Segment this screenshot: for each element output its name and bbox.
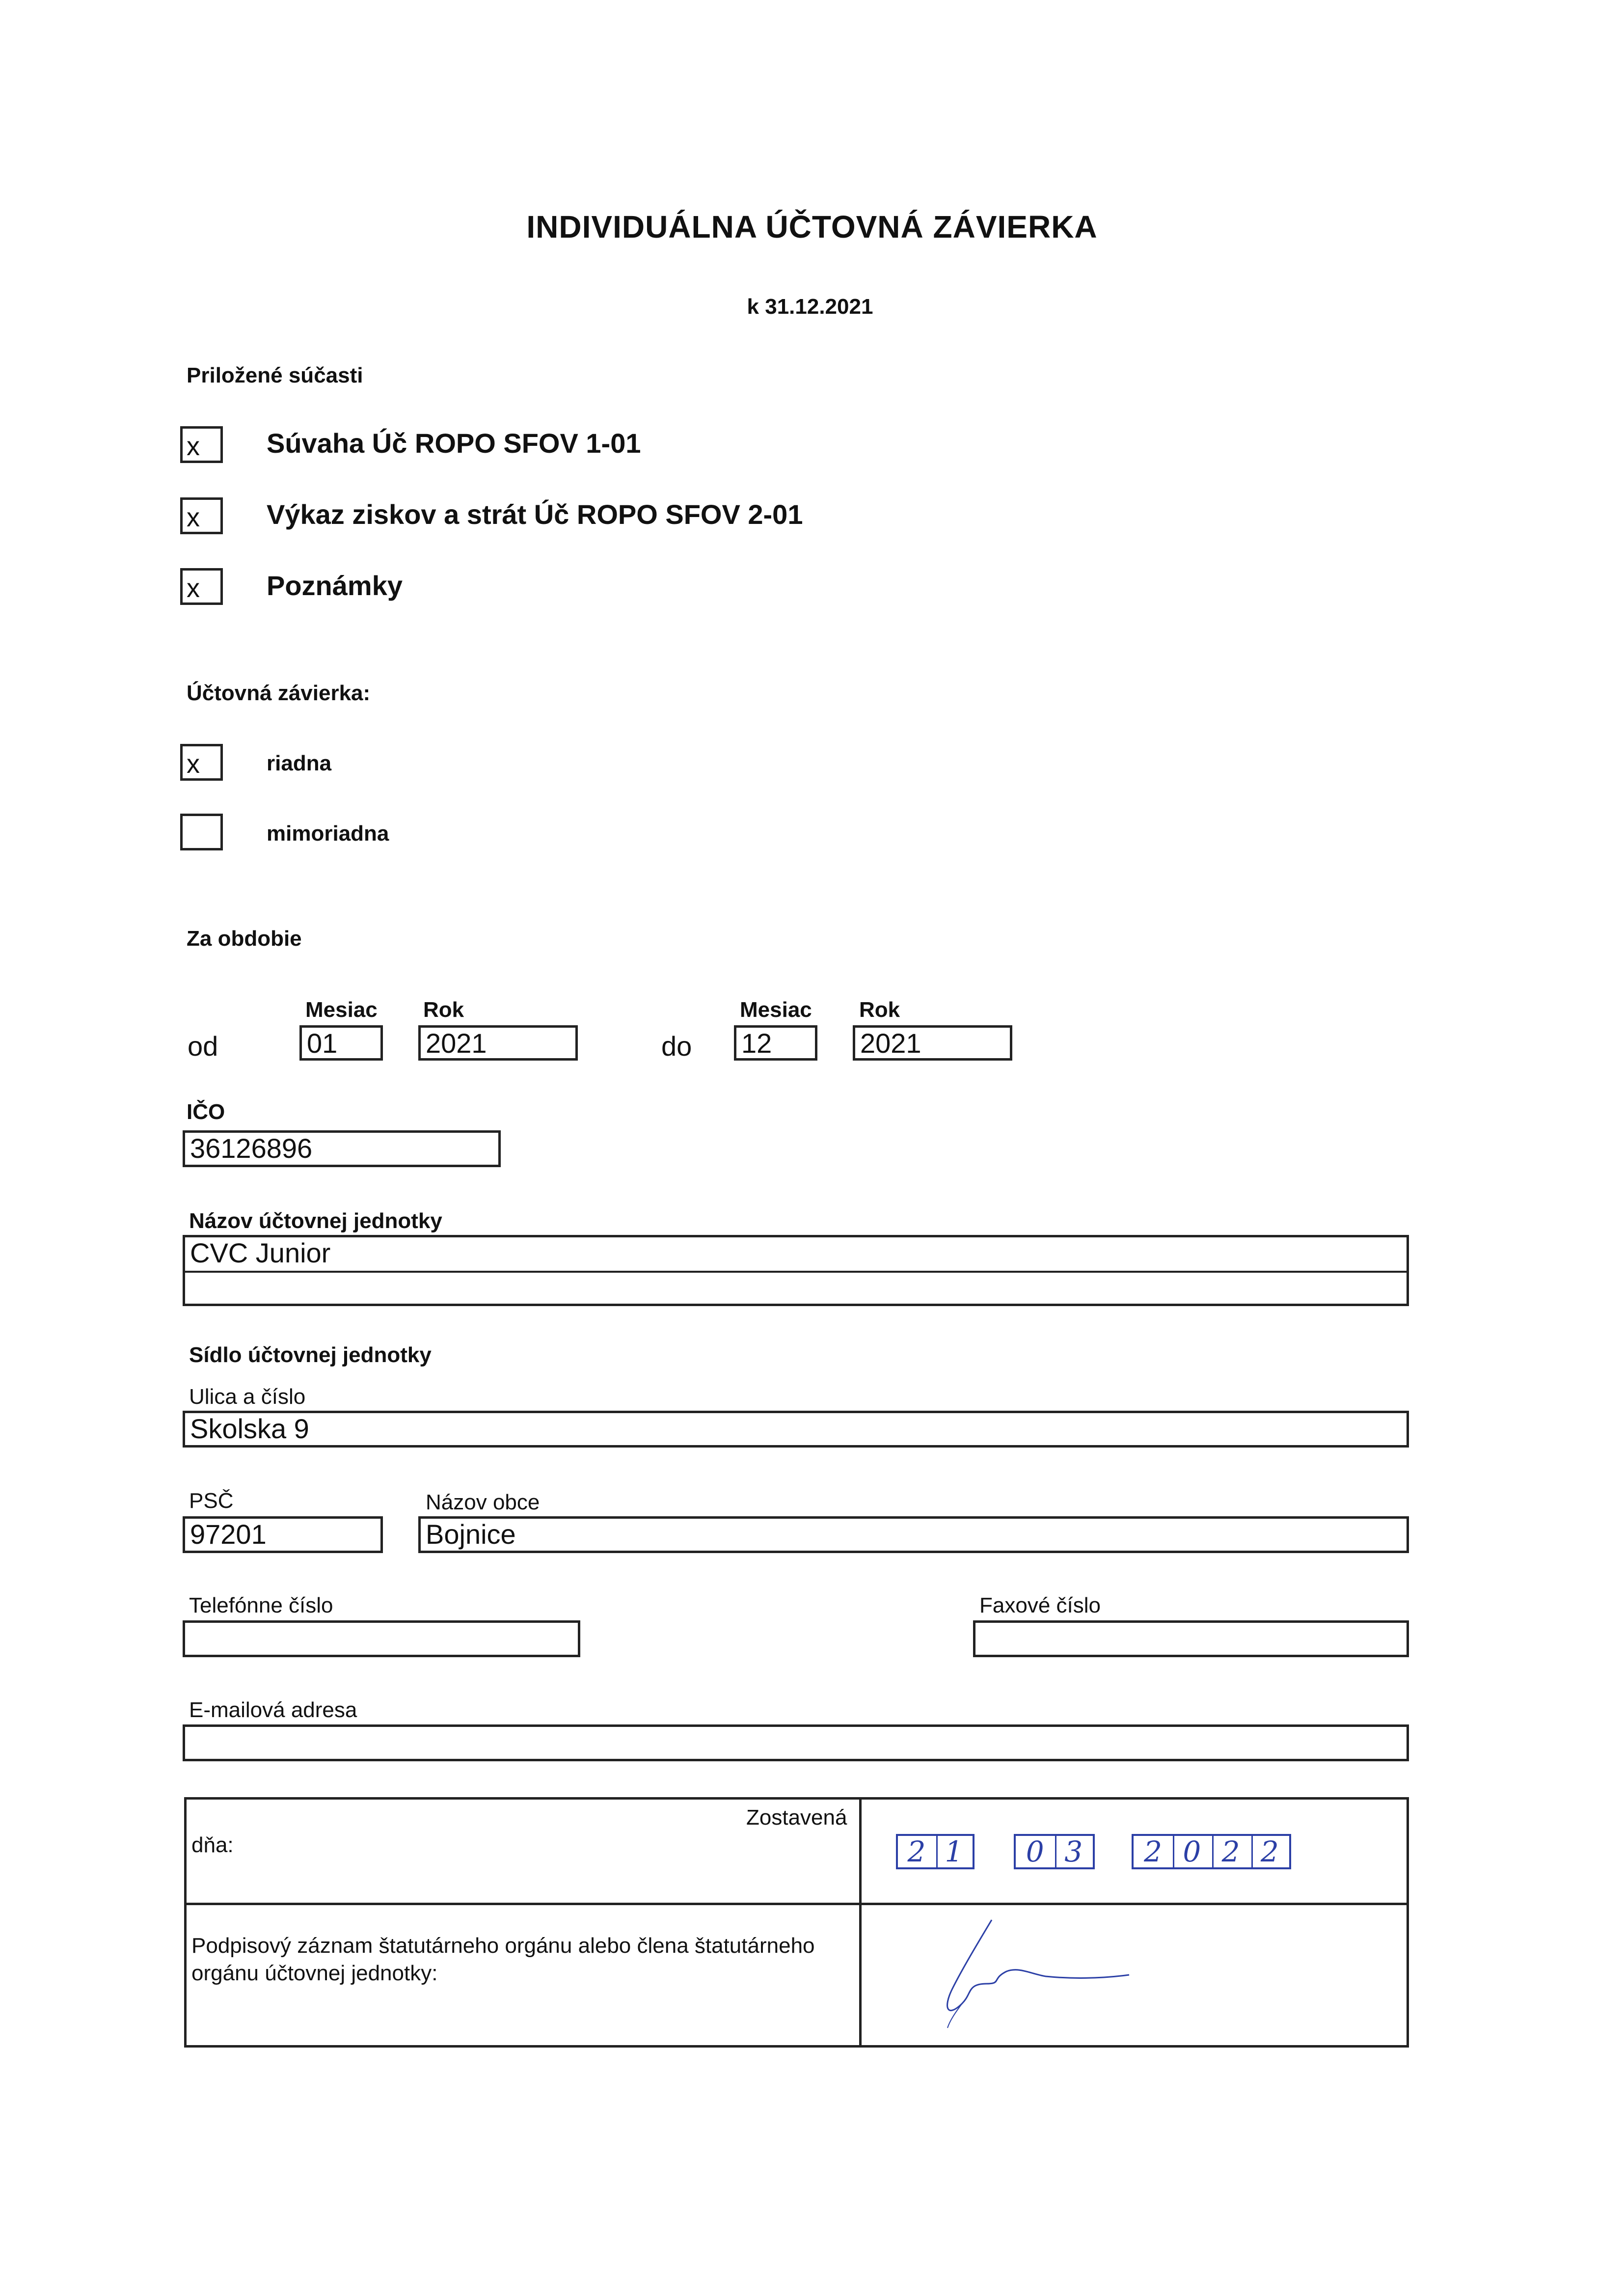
field-divider: [185, 1271, 1407, 1273]
period-label: Za obdobie: [187, 927, 302, 951]
year-box[interactable]: 2 0 2 2: [1132, 1834, 1291, 1869]
ico-label: IČO: [187, 1100, 225, 1124]
as-of-date: k 31.12.2021: [747, 295, 873, 319]
fax-label: Faxové číslo: [979, 1593, 1101, 1617]
to-label: do: [661, 1031, 692, 1062]
closing-checkbox-extraordinary[interactable]: [180, 814, 223, 850]
email-label: E-mailová adresa: [189, 1698, 357, 1722]
from-year-label: Rok: [423, 998, 464, 1022]
city-label: Názov obce: [426, 1490, 540, 1514]
psc-field[interactable]: 97201: [183, 1516, 383, 1553]
to-year-field[interactable]: 2021: [853, 1025, 1012, 1061]
attachment-checkbox-notes[interactable]: [180, 568, 223, 605]
attachment-label-balance-sheet: Súvaha Úč ROPO SFOV 1-01: [267, 428, 641, 459]
to-month-label: Mesiac: [740, 998, 812, 1022]
from-month-field[interactable]: 01: [299, 1025, 383, 1061]
ico-field[interactable]: 36126896: [183, 1130, 501, 1167]
closing-type-label: Účtovná závierka:: [187, 681, 371, 705]
closing-label-regular: riadna: [267, 751, 332, 775]
attachment-checkbox-balance-sheet[interactable]: [180, 426, 223, 463]
unit-name-field[interactable]: CVC Junior: [183, 1235, 1409, 1306]
street-label: Ulica a číslo: [189, 1385, 306, 1409]
attachments-label: Priložené súčasti: [187, 363, 363, 387]
city-field[interactable]: Bojnice: [418, 1516, 1409, 1553]
document-title: INDIVIDUÁLNA ÚČTOVNÁ ZÁVIERKA: [526, 209, 1098, 245]
attachment-checkbox-income-statement[interactable]: [180, 497, 223, 534]
from-year-field[interactable]: 2021: [418, 1025, 578, 1061]
checkbox-mark: x: [187, 503, 200, 532]
street-field[interactable]: Skolska 9: [183, 1411, 1409, 1448]
table-divider-horizontal: [187, 1903, 1407, 1905]
psc-label: PSČ: [189, 1489, 234, 1513]
fax-field[interactable]: [973, 1620, 1409, 1657]
email-field[interactable]: [183, 1724, 1409, 1761]
attachment-label-notes: Poznámky: [267, 570, 403, 601]
compiled-label: Zostavená: [746, 1805, 847, 1830]
unit-name-label: Názov účtovnej jednotky: [189, 1209, 442, 1233]
signature-label: Podpisový záznam štatutárneho orgánu alebo člena štatutárneho orgánu účtovnej jednotky:: [191, 1934, 815, 1985]
to-month-field[interactable]: 12: [734, 1025, 817, 1061]
from-label: od: [188, 1031, 218, 1062]
checkbox-mark: x: [187, 432, 200, 461]
closing-checkbox-regular[interactable]: [180, 744, 223, 781]
checkbox-mark: x: [187, 574, 200, 603]
signature-scribble: [933, 1910, 1188, 2033]
date-label: dňa:: [191, 1833, 234, 1857]
seat-label: Sídlo účtovnej jednotky: [189, 1343, 432, 1367]
closing-label-extraordinary: mimoriadna: [267, 821, 389, 846]
phone-field[interactable]: [183, 1620, 580, 1657]
from-month-label: Mesiac: [305, 998, 378, 1022]
to-year-label: Rok: [859, 998, 900, 1022]
table-divider-vertical: [859, 1800, 862, 2045]
day-box[interactable]: 2 1: [896, 1834, 974, 1869]
phone-label: Telefónne číslo: [189, 1593, 333, 1617]
attachment-label-income-statement: Výkaz ziskov a strát Úč ROPO SFOV 2-01: [267, 499, 803, 530]
checkbox-mark: x: [187, 749, 200, 779]
month-box[interactable]: 0 3: [1014, 1834, 1095, 1869]
